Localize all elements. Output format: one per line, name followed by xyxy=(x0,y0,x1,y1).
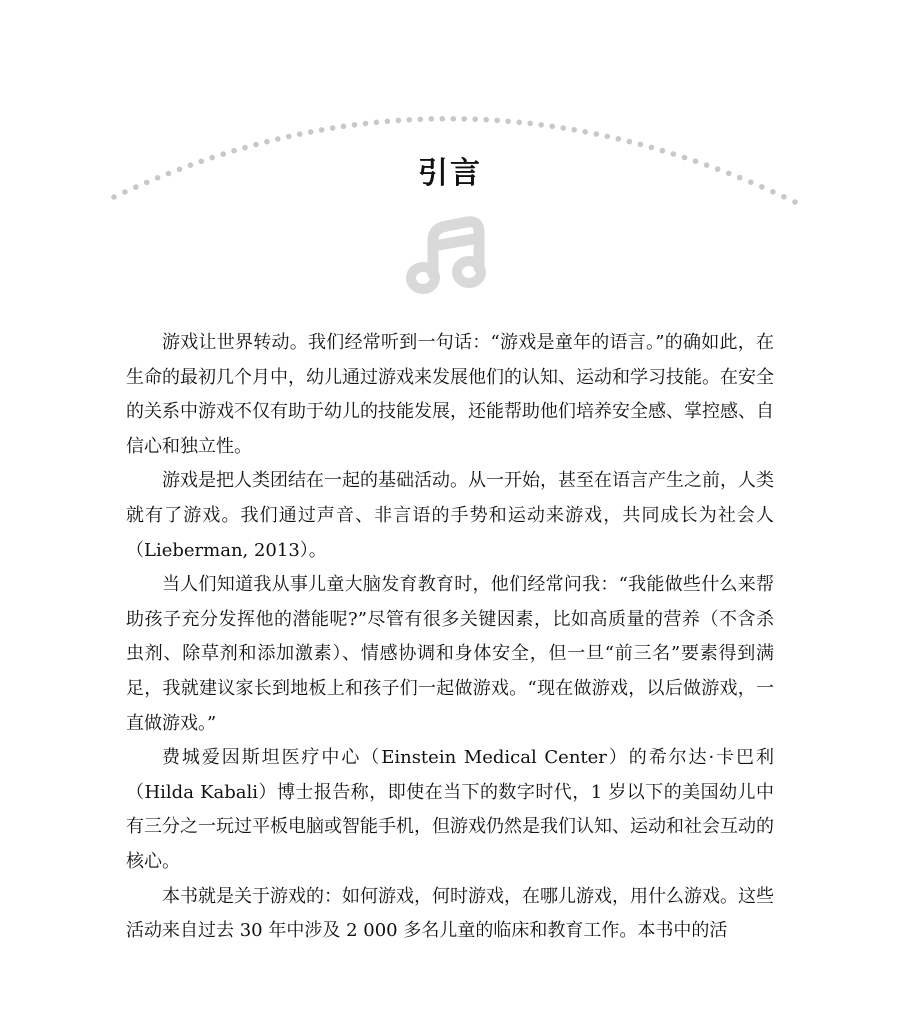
paragraph-1: 游戏让世界转动。我们经常听到一句话：“游戏是童年的语言。”的确如此，在生命的最初几个月中，幼儿通过游戏来发展他们的认知、运动和学习技能。在安全的关系中游戏不仅有助于幼儿的技能发展，还能帮助他们培养安全感、掌控感、自信心和独立性。 xyxy=(126,332,774,457)
arc-dot xyxy=(516,120,522,126)
arc-dot xyxy=(352,122,358,128)
arc-dot xyxy=(472,116,478,122)
arc-dot xyxy=(616,136,622,142)
arc-dot xyxy=(638,142,644,148)
arc-dot xyxy=(605,134,611,140)
arc-dot xyxy=(297,131,303,137)
arc-dot xyxy=(451,116,457,122)
arc-dot xyxy=(571,127,577,133)
arc-dot xyxy=(341,124,347,130)
arc-dot xyxy=(308,129,314,135)
arc-dot xyxy=(385,119,391,125)
arc-dot xyxy=(461,116,467,122)
dotted-arc-decoration xyxy=(0,0,900,240)
arc-dot xyxy=(483,117,489,123)
arc-dot xyxy=(781,194,787,200)
arc-dot xyxy=(264,139,270,145)
arc-dot xyxy=(792,199,798,205)
arc-dot xyxy=(627,139,633,145)
arc-dot xyxy=(594,131,600,137)
body-text xyxy=(126,326,774,949)
arc-dot xyxy=(494,118,500,124)
arc-dot xyxy=(440,116,446,122)
arc-dot xyxy=(111,194,117,200)
arc-dot xyxy=(429,116,435,122)
arc-dot xyxy=(319,127,325,133)
arc-dot xyxy=(418,117,424,123)
arc-dot xyxy=(374,120,380,126)
arc-dot xyxy=(549,124,555,130)
arc-dot xyxy=(253,142,259,148)
arc-dot xyxy=(560,125,566,131)
arc-dot xyxy=(396,118,402,124)
arc-dot xyxy=(527,121,533,127)
arc-dot xyxy=(330,125,336,131)
arc-dot xyxy=(505,119,511,125)
arc-dot xyxy=(407,117,413,123)
arc-dot xyxy=(275,136,281,142)
page-title: 引言 xyxy=(418,156,482,191)
paragraph-5: 本书就是关于游戏的：如何游戏，何时游戏，在哪儿游戏，用什么游戏。这些活动来自过去 30 年中涉及 2 000 多名儿童的临床和教育工作。本书中的活 xyxy=(126,885,774,942)
paragraph-3: 当人们知道我从事儿童大脑发育教育时，他们经常问我：“我能做些什么来帮助孩子充分发挥他的潜能呢?”尽管有很多关键因素，比如高质量的营养（不含杀虫剂、除草剂和添加激素）、情感协调和身体安全，但一旦“前三名”要素得到满足，我就建议家长到地板上和孩子们一起做游戏。“现在做游戏，以后做游戏，一直做游戏。” xyxy=(126,574,774,734)
arc-dot xyxy=(286,134,292,140)
paragraph-4: 费城爱因斯坦医疗中心（Einstein Medical Center）的希尔达·卡巴利（Hilda Kabali）博士报告称，即使在当下的数字时代，1 岁以下的美国幼儿中有三分之一玩过平板电脑或智能手机，但游戏仍然是我们认知、运动和社会互动的核心。 xyxy=(126,747,774,872)
paragraph-2: 游戏是把人类团结在一起的基础活动。从一开始，甚至在语言产生之前，人类就有了游戏。我们通过声音、非言语的手势和运动来游戏，共同成长为社会人（Lieberman, 2013）。 xyxy=(126,470,774,561)
arc-dot xyxy=(538,122,544,128)
arc-dot xyxy=(582,129,588,135)
music-note-icon xyxy=(403,212,493,298)
arc-dot xyxy=(363,121,369,127)
